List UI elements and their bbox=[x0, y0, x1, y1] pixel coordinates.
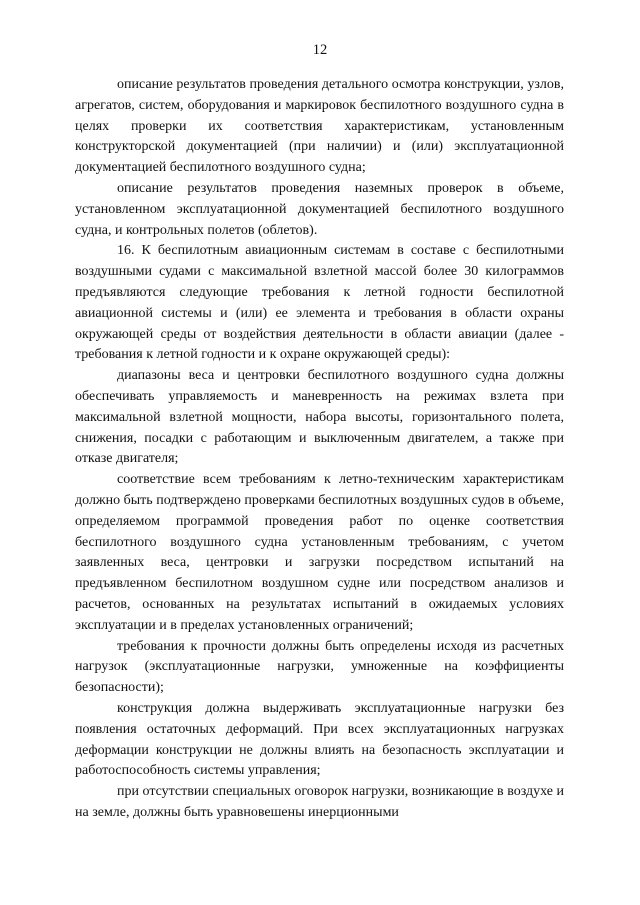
paragraph-ground-checks-description: описание результатов проведения наземных проверок в объеме, установленном эксплуатационной документацией беспилотного воздушного судна, и контрольных полетов (облетов). bbox=[75, 180, 564, 238]
paragraph-weight-centering: диапазоны веса и центровки беспилотного воздушного судна должны обеспечивать управляемость и маневренность на режимах взлета при максимальной взлетной мощности, набора высоты, горизонтального полета, снижения, посадки с работающим и выключенным двигателем, а также при отказе двигателя; bbox=[75, 368, 564, 467]
paragraph-section-16: 16. К беспилотным авиационным системам в составе с беспилотными воздушными судами с максимальной взлетной массой более 30 килограммов предъявляются следующие требования к летной годности беспилотной авиационной системы и (или) ее элемента и требования в области охраны окружающей среды от воздействия деятельности в области авиации (далее - требования к летной годности и к охране окружающей среды): bbox=[75, 243, 564, 363]
paragraph-structure-loads: конструкция должна выдерживать эксплуатационные нагрузки без появления остаточных деформаций. При всех эксплуатационных нагрузках деформации конструкции не должны влиять на безопасность эксплуатации и работоспособность системы управления; bbox=[75, 700, 564, 779]
paragraph-load-balance: при отсутствии специальных оговорок нагрузки, возникающие в воздухе и на земле, должны быть уравновешены инерционными bbox=[75, 784, 564, 820]
paragraph-flight-performance: соответствие всем требованиям к летно-техническим характеристикам должно быть подтверждено проверками беспилотных воздушных судов в объеме, определяемом программой проведения работ по оценке соответствия беспилотного воздушного судна установленным требованиям, с учетом заявленных веса, центровки и загрузки посредством испытаний на предъявленном беспилотном воздушном судне или посредством анализов и расчетов, основанных на результатах испытаний в ожидаемых условиях эксплуатации и в пределах установленных ограничений; bbox=[75, 472, 564, 633]
document-body bbox=[75, 75, 564, 824]
paragraph-inspection-description: описание результатов проведения детального осмотра конструкции, узлов, агрегатов, систем, оборудования и маркировок беспилотного воздушного судна в целях проверки их соответствия характеристикам, установленным конструкторской документацией (при наличии) и (или) эксплуатационной документацией беспилотного воздушного судна; bbox=[75, 77, 564, 176]
paragraph-strength-requirements: требования к прочности должны быть определены исходя из расчетных нагрузок (эксплуатационные нагрузки, умноженные на коэффициенты безопасности); bbox=[75, 638, 564, 696]
page-number: 12 bbox=[312, 42, 328, 58]
